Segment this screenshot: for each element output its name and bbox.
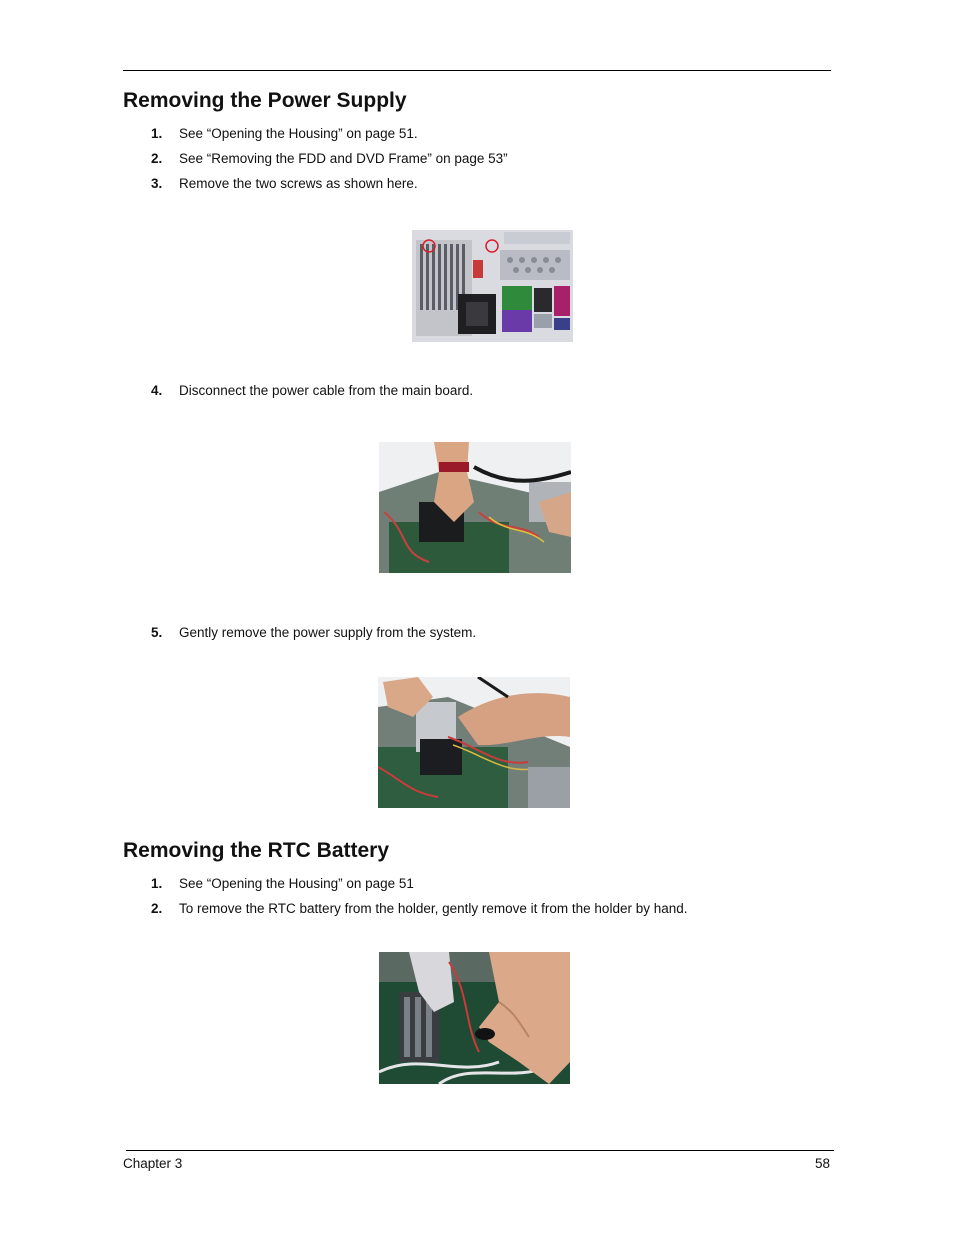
step-number: 1. <box>151 126 163 141</box>
remove-power-supply-photo <box>378 677 570 808</box>
step-text: Remove the two screws as shown here. <box>179 176 418 191</box>
remove-rtc-battery-photo <box>379 952 570 1084</box>
step-text: To remove the RTC battery from the holder, gently remove it from the holder by hand. <box>179 901 688 916</box>
footer-rule <box>126 1150 834 1151</box>
step-item <box>151 876 414 891</box>
header-rule <box>123 70 831 71</box>
step-item <box>151 625 476 640</box>
step-number: 1. <box>151 876 163 891</box>
rear-panel-screws-photo <box>412 230 573 342</box>
step-text: Gently remove the power supply from the system. <box>179 625 477 640</box>
step-number: 4. <box>151 383 163 398</box>
step-number: 3. <box>151 176 163 191</box>
step-number: 5. <box>151 625 163 640</box>
step-text: Disconnect the power cable from the main board. <box>179 383 474 398</box>
step-text: See “Opening the Housing” on page 51 <box>179 876 414 891</box>
step-text: See “Opening the Housing” on page 51. <box>179 126 418 141</box>
disconnect-power-cable-photo <box>379 442 571 573</box>
section-title-rtc-battery: Removing the RTC Battery <box>123 839 390 862</box>
step-item <box>151 151 508 166</box>
step-number: 2. <box>151 151 163 166</box>
step-text: See “Removing the FDD and DVD Frame” on page 53” <box>179 151 508 166</box>
footer-chapter: Chapter 3 <box>123 1156 183 1171</box>
step-number: 2. <box>151 901 163 916</box>
step-item <box>151 383 473 398</box>
step-item <box>151 176 418 191</box>
step-item <box>151 901 688 916</box>
step-item <box>151 126 418 141</box>
footer-page-number: 58 <box>814 1156 830 1171</box>
section-title-power-supply: Removing the Power Supply <box>123 89 407 112</box>
